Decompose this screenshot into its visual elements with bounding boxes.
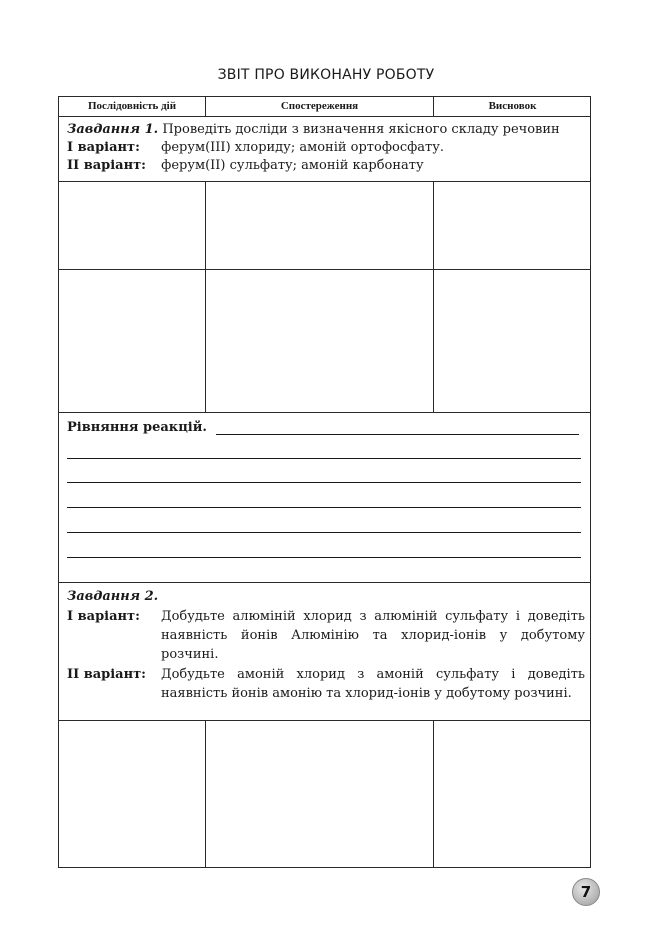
equations-label: Рівняння реакцій. (67, 420, 207, 435)
task1-variant1-text: ферум(ІІІ) хлориду; амоній ортофосфату. (161, 140, 444, 155)
equation-line (67, 458, 581, 459)
row-divider-1 (59, 269, 590, 270)
task2-block (67, 587, 587, 703)
equation-line (216, 434, 579, 435)
task2-heading: Завдання 2. (67, 589, 159, 604)
equation-line (67, 532, 581, 533)
header-col-divider-1 (205, 97, 206, 116)
col-divider-2 (433, 181, 434, 412)
page-number-badge: 7 (572, 878, 600, 906)
equation-line (67, 482, 581, 483)
task2-variant1-label: І варіант: (67, 609, 140, 624)
column-header-actions: Послідовність дій (87, 100, 177, 112)
column-header-observations: Спостереження (280, 100, 359, 112)
task1-divider (59, 181, 590, 182)
task1-text: Проведіть досліди з визначення якісного складу речовин (162, 122, 560, 137)
task1-variant2-text: ферум(ІІ) сульфату; амоній карбонату (161, 158, 424, 173)
task1-block (67, 121, 587, 175)
task2-variant2-text: Добудьте амоній хлорид з амоній сульфату і доведіть наявність йонів амонію та хлорид-іонів у добутому розчині. (161, 667, 585, 701)
task2-divider (59, 720, 590, 721)
header-col-divider-2 (433, 97, 434, 116)
report-table (58, 96, 591, 868)
equations-divider (59, 582, 590, 583)
row-divider-2 (59, 412, 590, 413)
col-divider-1 (205, 181, 206, 412)
column-header-conclusion: Висновок (488, 100, 537, 112)
task1-heading: Завдання 1. (67, 122, 159, 137)
col-divider-1 (205, 720, 206, 868)
col-divider-2 (433, 720, 434, 868)
header-divider (59, 116, 590, 117)
task2-variant2-label: ІІ варіант: (67, 667, 146, 682)
task1-variant1-label: І варіант: (67, 140, 140, 155)
equation-line (67, 507, 581, 508)
equation-line (67, 557, 581, 558)
task1-variant2-label: ІІ варіант: (67, 158, 146, 173)
task2-variant1-text: Добудьте алюміній хлорид з алюміній сульфату і доведіть наявність йонів Алюмінію та хлорид-іонів у добутому розчині. (161, 609, 585, 662)
page-title: ЗВІТ ПРО ВИКОНАНУ РОБОТУ (217, 67, 435, 83)
